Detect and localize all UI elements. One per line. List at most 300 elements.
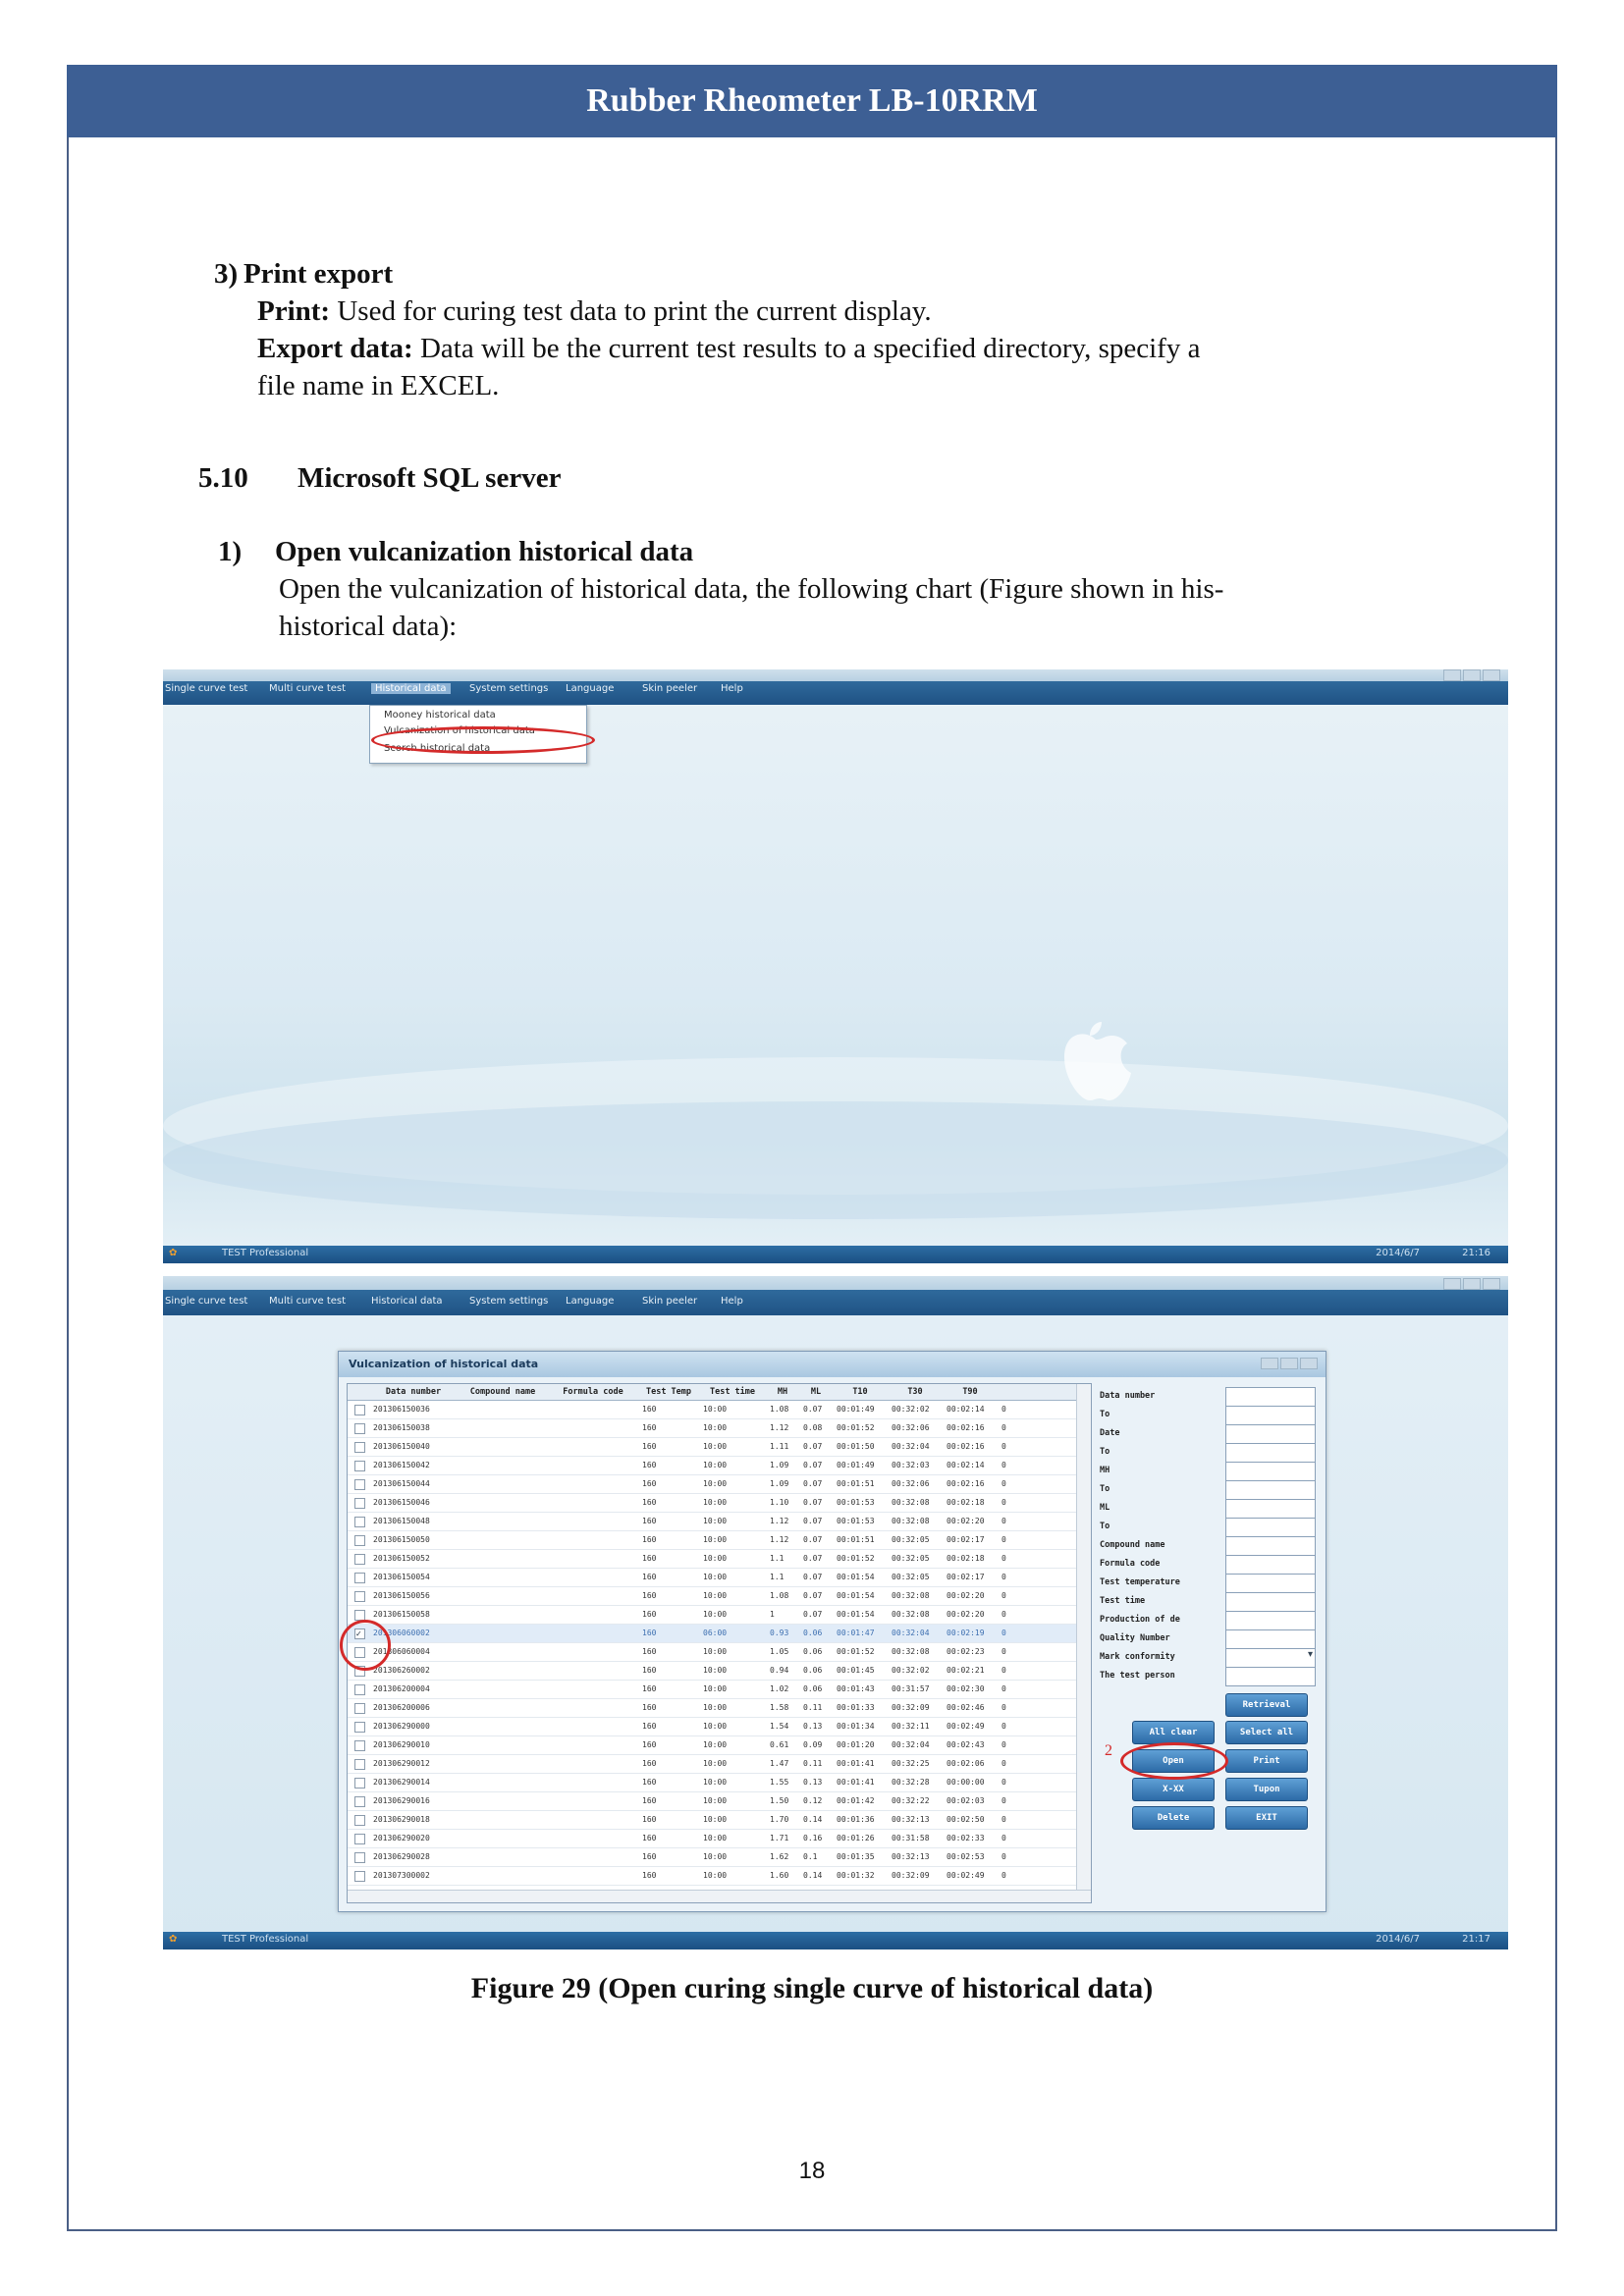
table-cell: 00:01:51 xyxy=(837,1535,875,1544)
table-cell: 0 xyxy=(1001,1778,1006,1787)
table-cell: 00:32:03 xyxy=(892,1461,930,1469)
table-cell: 10:00 xyxy=(703,1517,728,1525)
table-cell: 160 xyxy=(642,1610,657,1619)
maximize-icon[interactable] xyxy=(1463,669,1481,681)
table-row[interactable] xyxy=(348,1848,1091,1867)
minimize-icon[interactable] xyxy=(1443,1278,1461,1290)
table-cell: 160 xyxy=(642,1629,657,1637)
print-label: Print: xyxy=(257,295,331,327)
screenshot-main-window xyxy=(163,669,1508,1263)
table-cell: 160 xyxy=(642,1573,657,1581)
table-cell: 0.07 xyxy=(803,1442,823,1451)
form-input[interactable] xyxy=(1225,1536,1316,1556)
table-row[interactable] xyxy=(348,1643,1091,1662)
start-icon[interactable]: ✿ xyxy=(169,1248,178,1258)
chevron-down-icon[interactable]: ▾ xyxy=(1307,1649,1313,1660)
table-cell: 10:00 xyxy=(703,1834,728,1842)
select-all-button[interactable]: Select all xyxy=(1225,1721,1308,1744)
table-cell: 0 xyxy=(1001,1815,1006,1824)
table-cell: 1.12 xyxy=(770,1423,789,1432)
table-cell: 00:02:06 xyxy=(947,1759,985,1768)
table-cell: 00:02:18 xyxy=(947,1498,985,1507)
close-icon[interactable] xyxy=(1483,1278,1500,1290)
taskbar xyxy=(163,1932,1508,1949)
table-cell: 1.47 xyxy=(770,1759,789,1768)
form-input[interactable] xyxy=(1225,1648,1316,1668)
table-row[interactable] xyxy=(348,1699,1091,1718)
table-cell: 160 xyxy=(642,1442,657,1451)
table-cell: 00:31:57 xyxy=(892,1684,930,1693)
form-label: Data number xyxy=(1100,1391,1156,1401)
menu-bar xyxy=(163,1290,1508,1315)
form-input[interactable] xyxy=(1225,1499,1316,1519)
table-cell: 00:02:19 xyxy=(947,1629,985,1637)
minimize-icon[interactable] xyxy=(1261,1358,1278,1369)
table-row[interactable] xyxy=(348,1811,1091,1830)
table-cell: 00:01:35 xyxy=(837,1852,875,1861)
form-label: Formula code xyxy=(1100,1559,1161,1569)
table-cell: 0 xyxy=(1001,1629,1006,1637)
table-cell: 201306290016 xyxy=(373,1796,430,1805)
table-cell: 00:32:06 xyxy=(892,1479,930,1488)
table-cell: 1.50 xyxy=(770,1796,789,1805)
row-checkbox[interactable] xyxy=(354,1479,365,1490)
column-header-check xyxy=(348,1384,370,1401)
table-cell: 0.07 xyxy=(803,1517,823,1525)
form-input[interactable] xyxy=(1225,1555,1316,1575)
table-cell: 00:02:16 xyxy=(947,1442,985,1451)
table-cell: 201306150044 xyxy=(373,1479,430,1488)
table-row[interactable] xyxy=(348,1681,1091,1699)
taskbar-app[interactable]: TEST Professional xyxy=(222,1248,309,1258)
table-row[interactable] xyxy=(348,1718,1091,1736)
table-cell: 00:01:45 xyxy=(837,1666,875,1675)
form-input[interactable] xyxy=(1225,1406,1316,1425)
menu-historical-data[interactable]: Historical data xyxy=(371,1296,443,1307)
menu-language[interactable]: Language xyxy=(566,1296,615,1307)
table-cell: 10:00 xyxy=(703,1461,728,1469)
table-cell: 1.58 xyxy=(770,1703,789,1712)
form-label: Test temperature xyxy=(1100,1577,1180,1587)
row-checkbox[interactable] xyxy=(354,1405,365,1415)
table-cell: 00:02:21 xyxy=(947,1666,985,1675)
table-cell: 0.11 xyxy=(803,1703,823,1712)
table-cell: 0 xyxy=(1001,1554,1006,1563)
form-input[interactable] xyxy=(1225,1611,1316,1630)
row-checkbox[interactable]: ✓ xyxy=(354,1629,365,1639)
minimize-icon[interactable] xyxy=(1443,669,1461,681)
table-cell: 0.1 xyxy=(803,1852,818,1861)
table-cell: 0.93 xyxy=(770,1629,789,1637)
table-cell: 0.06 xyxy=(803,1629,823,1637)
table-cell: 0.09 xyxy=(803,1740,823,1749)
form-label: To xyxy=(1100,1410,1110,1419)
table-row[interactable] xyxy=(348,1662,1091,1681)
row-checkbox[interactable] xyxy=(354,1535,365,1546)
table-cell: 0.06 xyxy=(803,1666,823,1675)
table-cell: 201306150054 xyxy=(373,1573,430,1581)
menu-help[interactable]: Help xyxy=(721,1296,743,1307)
table-cell: 160 xyxy=(642,1498,657,1507)
table-cell: 0 xyxy=(1001,1740,1006,1749)
table-cell: 0 xyxy=(1001,1759,1006,1768)
table-cell: 160 xyxy=(642,1684,657,1693)
row-checkbox[interactable] xyxy=(354,1796,365,1807)
table-row[interactable] xyxy=(348,1830,1091,1848)
form-label: Production of de xyxy=(1100,1615,1180,1625)
table-cell: 00:32:28 xyxy=(892,1778,930,1787)
table-cell: 0.06 xyxy=(803,1647,823,1656)
form-input[interactable] xyxy=(1225,1518,1316,1537)
table-cell: 00:01:47 xyxy=(837,1629,875,1637)
taskbar-app[interactable]: TEST Professional xyxy=(222,1934,309,1945)
row-checkbox[interactable] xyxy=(354,1834,365,1844)
table-row[interactable] xyxy=(348,1513,1091,1531)
menu-single-curve-test[interactable]: Single curve test xyxy=(165,683,248,694)
page-number: 18 xyxy=(798,2158,826,2184)
table-cell: 10:00 xyxy=(703,1591,728,1600)
table-row[interactable] xyxy=(348,1531,1091,1550)
horizontal-scrollbar[interactable] xyxy=(348,1890,1091,1902)
table-cell: 160 xyxy=(642,1703,657,1712)
column-header[interactable]: MH xyxy=(766,1384,800,1401)
figure-caption: Figure 29 (Open curing single curve of historical data) xyxy=(470,1972,1154,2004)
form-label: To xyxy=(1100,1447,1110,1457)
table-row[interactable] xyxy=(348,1550,1091,1569)
table-cell: 00:01:33 xyxy=(837,1703,875,1712)
row-checkbox[interactable] xyxy=(354,1554,365,1565)
retrieval-button[interactable]: Retrieval xyxy=(1225,1693,1308,1717)
table-cell: 0 xyxy=(1001,1479,1006,1488)
maximize-icon[interactable] xyxy=(1280,1358,1298,1369)
table-row[interactable] xyxy=(348,1606,1091,1625)
table-cell: 1.71 xyxy=(770,1834,789,1842)
table-row[interactable] xyxy=(348,1625,1091,1643)
table-row[interactable] xyxy=(348,1792,1091,1811)
menu-multi-curve-test[interactable]: Multi curve test xyxy=(269,683,347,694)
taskbar-date: 2014/6/7 xyxy=(1376,1248,1420,1258)
callout-number: 2 xyxy=(1105,1742,1112,1759)
menu-historical-data[interactable]: Historical data xyxy=(371,683,451,694)
table-cell: 10:00 xyxy=(703,1405,728,1414)
row-checkbox[interactable] xyxy=(354,1871,365,1882)
table-cell: 0.94 xyxy=(770,1666,789,1675)
table-row[interactable] xyxy=(348,1755,1091,1774)
table-cell: 0.06 xyxy=(803,1684,823,1693)
dropdown-scorch-historical[interactable]: Scorch historical data xyxy=(384,743,491,754)
table-cell: 00:01:49 xyxy=(837,1405,875,1414)
menu-system-settings[interactable]: System settings xyxy=(469,683,549,694)
column-header[interactable]: T90 xyxy=(943,1384,999,1401)
start-icon[interactable]: ✿ xyxy=(169,1934,178,1945)
maximize-icon[interactable] xyxy=(1463,1278,1481,1290)
table-cell: 10:00 xyxy=(703,1535,728,1544)
table-row[interactable] xyxy=(348,1867,1091,1886)
export-text-2: file name in EXCEL. xyxy=(257,370,500,401)
form-input[interactable] xyxy=(1225,1667,1316,1686)
menu-single-curve-test[interactable]: Single curve test xyxy=(165,1296,248,1307)
table-cell: 201306200004 xyxy=(373,1684,430,1693)
table-cell: 160 xyxy=(642,1778,657,1787)
table-row[interactable] xyxy=(348,1587,1091,1606)
table-cell: 0.14 xyxy=(803,1871,823,1880)
row-checkbox[interactable] xyxy=(354,1684,365,1695)
row-checkbox[interactable] xyxy=(354,1778,365,1789)
column-header[interactable]: Test time xyxy=(699,1384,767,1401)
table-cell: 0.61 xyxy=(770,1740,789,1749)
column-header[interactable]: Formula code xyxy=(548,1384,639,1401)
exit-button[interactable]: EXIT xyxy=(1225,1806,1308,1830)
table-row[interactable] xyxy=(348,1457,1091,1475)
column-header[interactable]: ML xyxy=(799,1384,834,1401)
dropdown-mooney-historical[interactable]: Mooney historical data xyxy=(384,710,496,721)
close-icon[interactable] xyxy=(1483,669,1500,681)
form-label: Date xyxy=(1100,1428,1120,1438)
table-cell: 1 xyxy=(770,1610,775,1619)
title-strip xyxy=(163,1276,1508,1290)
table-cell: 0 xyxy=(1001,1684,1006,1693)
table-cell: 0 xyxy=(1001,1573,1006,1581)
table-cell: 1.1 xyxy=(770,1554,785,1563)
menu-multi-curve-test[interactable]: Multi curve test xyxy=(269,1296,347,1307)
export-description xyxy=(257,330,1200,367)
column-header[interactable]: T30 xyxy=(888,1384,944,1401)
column-header[interactable]: Test Temp xyxy=(638,1384,700,1401)
row-checkbox[interactable] xyxy=(354,1852,365,1863)
table-row[interactable] xyxy=(348,1475,1091,1494)
table-cell: 00:02:49 xyxy=(947,1722,985,1731)
table-cell: 201306150056 xyxy=(373,1591,430,1600)
table-cell: 201306290000 xyxy=(373,1722,430,1731)
table-row[interactable] xyxy=(348,1401,1091,1419)
table-cell: 10:00 xyxy=(703,1759,728,1768)
table-cell: 0 xyxy=(1001,1535,1006,1544)
table-cell: 00:01:32 xyxy=(837,1871,875,1880)
table-cell: 160 xyxy=(642,1759,657,1768)
table-cell: 1.54 xyxy=(770,1722,789,1731)
table-row[interactable] xyxy=(348,1774,1091,1792)
table-cell: 10:00 xyxy=(703,1722,728,1731)
form-input[interactable] xyxy=(1225,1574,1316,1593)
table-cell: 00:02:53 xyxy=(947,1852,985,1861)
menu-help[interactable]: Help xyxy=(721,683,743,694)
table-cell: 1.09 xyxy=(770,1461,789,1469)
highlight-circle xyxy=(1120,1742,1228,1780)
table-cell: 201306060004 xyxy=(373,1647,430,1656)
table-cell: 201306150036 xyxy=(373,1405,430,1414)
table-cell: 00:01:41 xyxy=(837,1778,875,1787)
column-header-extra xyxy=(998,1384,1077,1401)
table-cell: 00:32:09 xyxy=(892,1871,930,1880)
form-input[interactable] xyxy=(1225,1462,1316,1481)
table-cell: 201306200006 xyxy=(373,1703,430,1712)
table-cell: 00:31:58 xyxy=(892,1834,930,1842)
table-cell: 201306150040 xyxy=(373,1442,430,1451)
close-icon[interactable] xyxy=(1300,1358,1318,1369)
table-cell: 00:32:06 xyxy=(892,1423,930,1432)
form-label: To xyxy=(1100,1522,1110,1531)
table-cell: 00:32:25 xyxy=(892,1759,930,1768)
export-text: Data will be the current test results to a specified directory, specify a xyxy=(412,333,1201,364)
table-row[interactable] xyxy=(348,1438,1091,1457)
table-cell: 0 xyxy=(1001,1423,1006,1432)
table-cell: 00:02:17 xyxy=(947,1535,985,1544)
table-cell: 0 xyxy=(1001,1405,1006,1414)
table-cell: 0 xyxy=(1001,1498,1006,1507)
table-row[interactable] xyxy=(348,1419,1091,1438)
table-cell: 00:32:11 xyxy=(892,1722,930,1731)
table-cell: 00:02:20 xyxy=(947,1517,985,1525)
column-header[interactable]: Compound name xyxy=(458,1384,549,1401)
form-input[interactable] xyxy=(1225,1592,1316,1612)
form-input[interactable] xyxy=(1225,1387,1316,1407)
row-checkbox[interactable] xyxy=(354,1423,365,1434)
all-clear-button[interactable]: All clear xyxy=(1132,1721,1215,1744)
table-cell: 0.08 xyxy=(803,1423,823,1432)
table-cell: 1.55 xyxy=(770,1778,789,1787)
print-button[interactable]: Print xyxy=(1225,1749,1308,1773)
table-cell: 00:01:34 xyxy=(837,1722,875,1731)
table-cell: 160 xyxy=(642,1423,657,1432)
table-cell: 00:02:30 xyxy=(947,1684,985,1693)
table-cell: 160 xyxy=(642,1405,657,1414)
column-header[interactable]: T10 xyxy=(833,1384,889,1401)
step-heading: Open vulcanization historical data xyxy=(275,536,694,567)
table-cell: 1.11 xyxy=(770,1442,789,1451)
table-cell: 10:00 xyxy=(703,1778,728,1787)
table-cell: 160 xyxy=(642,1740,657,1749)
dropdown-vulcanization-historical[interactable]: Vulcanization of historical data xyxy=(384,725,535,736)
section-number: 5.10 xyxy=(198,462,248,494)
vertical-scrollbar[interactable] xyxy=(1076,1384,1091,1902)
table-cell: 00:32:08 xyxy=(892,1517,930,1525)
tupon-button[interactable]: Tupon xyxy=(1225,1778,1308,1801)
row-checkbox[interactable] xyxy=(354,1591,365,1602)
row-checkbox[interactable] xyxy=(354,1722,365,1733)
delete-button[interactable]: Delete xyxy=(1132,1806,1215,1830)
table-row[interactable] xyxy=(348,1494,1091,1513)
table-cell: 160 xyxy=(642,1517,657,1525)
table-cell: 06:00 xyxy=(703,1629,728,1637)
table-cell: 0 xyxy=(1001,1722,1006,1731)
table-cell: 0 xyxy=(1001,1591,1006,1600)
table-cell: 00:01:54 xyxy=(837,1573,875,1581)
table-cell: 00:02:14 xyxy=(947,1461,985,1469)
table-cell: 10:00 xyxy=(703,1554,728,1563)
table-cell: 0.13 xyxy=(803,1778,823,1787)
table-cell: 10:00 xyxy=(703,1666,728,1675)
table-cell: 0.16 xyxy=(803,1834,823,1842)
row-checkbox[interactable] xyxy=(354,1461,365,1471)
table-cell: 160 xyxy=(642,1834,657,1842)
row-checkbox[interactable] xyxy=(354,1517,365,1527)
form-input[interactable] xyxy=(1225,1443,1316,1463)
table-cell: 00:02:17 xyxy=(947,1573,985,1581)
history-table xyxy=(347,1383,1092,1903)
row-checkbox[interactable] xyxy=(354,1498,365,1509)
menu-skin-peeler[interactable]: Skin peeler xyxy=(642,1296,698,1307)
table-cell: 00:02:03 xyxy=(947,1796,985,1805)
row-checkbox[interactable] xyxy=(354,1573,365,1583)
table-cell: 10:00 xyxy=(703,1871,728,1880)
table-cell: 201306290020 xyxy=(373,1834,430,1842)
table-cell: 00:01:26 xyxy=(837,1834,875,1842)
table-cell: 0 xyxy=(1001,1834,1006,1842)
table-cell: 00:02:23 xyxy=(947,1647,985,1656)
table-cell: 201306260002 xyxy=(373,1666,430,1675)
form-input[interactable] xyxy=(1225,1629,1316,1649)
row-checkbox[interactable] xyxy=(354,1703,365,1714)
form-input[interactable] xyxy=(1225,1424,1316,1444)
step-text-1: Open the vulcanization of historical data, the following chart (Figure shown in his- xyxy=(279,573,1224,605)
row-checkbox[interactable] xyxy=(354,1759,365,1770)
table-cell: 00:01:53 xyxy=(837,1517,875,1525)
table-cell: 0.14 xyxy=(803,1815,823,1824)
table-cell: 201306060002 xyxy=(373,1629,430,1637)
form-input[interactable] xyxy=(1225,1480,1316,1500)
table-cell: 201306150050 xyxy=(373,1535,430,1544)
table-cell: 00:00:00 xyxy=(947,1778,985,1787)
table-cell: 201306290014 xyxy=(373,1778,430,1787)
table-cell: 00:32:04 xyxy=(892,1442,930,1451)
table-cell: 201307300002 xyxy=(373,1871,430,1880)
table-cell: 201306150046 xyxy=(373,1498,430,1507)
table-cell: 1.12 xyxy=(770,1517,789,1525)
table-cell: 00:32:02 xyxy=(892,1405,930,1414)
table-cell: 0.12 xyxy=(803,1796,823,1805)
row-checkbox[interactable] xyxy=(354,1442,365,1453)
table-cell: 160 xyxy=(642,1591,657,1600)
print-text: Used for curing test data to print the current display. xyxy=(330,295,932,327)
table-cell: 00:01:54 xyxy=(837,1610,875,1619)
table-cell: 00:02:14 xyxy=(947,1405,985,1414)
form-label: To xyxy=(1100,1484,1110,1494)
menu-bar xyxy=(163,681,1508,705)
form-label: MH xyxy=(1100,1466,1110,1475)
table-cell: 00:02:33 xyxy=(947,1834,985,1842)
table-cell: 00:01:52 xyxy=(837,1423,875,1432)
highlight-circle xyxy=(340,1620,391,1671)
table-cell: 0.07 xyxy=(803,1573,823,1581)
menu-skin-peeler[interactable]: Skin peeler xyxy=(642,683,698,694)
table-cell: 10:00 xyxy=(703,1647,728,1656)
menu-system-settings[interactable]: System settings xyxy=(469,1296,549,1307)
table-cell: 10:00 xyxy=(703,1498,728,1507)
table-cell: 160 xyxy=(642,1871,657,1880)
highlight-circle xyxy=(371,726,595,754)
table-cell: 1.08 xyxy=(770,1405,789,1414)
row-checkbox[interactable] xyxy=(354,1815,365,1826)
open-button[interactable]: Open xyxy=(1132,1749,1215,1773)
column-header[interactable]: Data number xyxy=(369,1384,459,1401)
table-cell: 0.13 xyxy=(803,1722,823,1731)
table-cell: 00:02:20 xyxy=(947,1610,985,1619)
table-cell: 00:32:04 xyxy=(892,1629,930,1637)
table-cell: 00:02:18 xyxy=(947,1554,985,1563)
title-strip xyxy=(163,669,1508,681)
x-xx-button[interactable]: X-XX xyxy=(1132,1778,1215,1801)
table-row[interactable] xyxy=(348,1736,1091,1755)
table-row[interactable] xyxy=(348,1569,1091,1587)
taskbar xyxy=(163,1246,1508,1263)
table-cell: 00:01:36 xyxy=(837,1815,875,1824)
table-cell: 00:01:52 xyxy=(837,1554,875,1563)
row-checkbox[interactable] xyxy=(354,1740,365,1751)
form-label: Compound name xyxy=(1100,1540,1165,1550)
menu-language[interactable]: Language xyxy=(566,683,615,694)
table-cell: 00:01:51 xyxy=(837,1479,875,1488)
table-cell: 160 xyxy=(642,1461,657,1469)
